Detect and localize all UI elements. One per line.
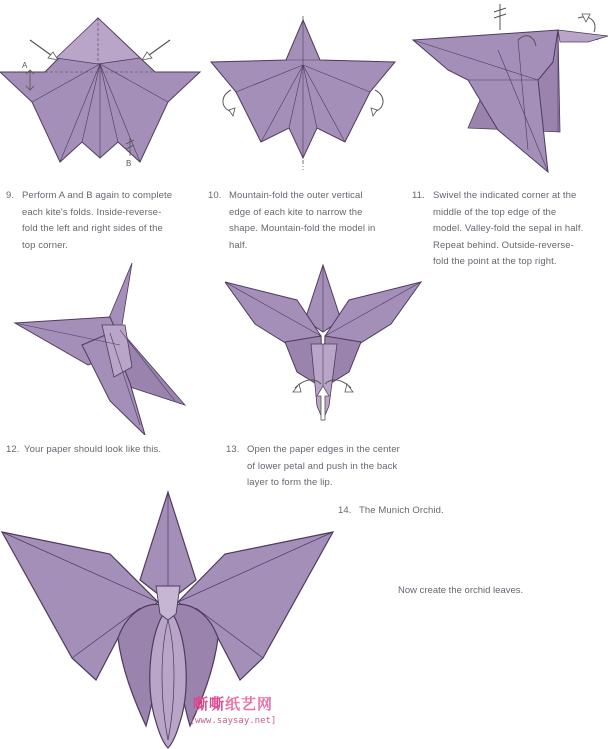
step-text: Perform A and B again to complete each kite's folds. Inside-reverse- fold the left and right sides of the top corner. bbox=[22, 190, 173, 251]
step-text: Mountain-fold the outer vertical edge of each kite to narrow the shape. Mountain-fold the model in half. bbox=[229, 190, 376, 251]
step-number: 9. bbox=[6, 190, 15, 201]
step-10-mountain-right-icon bbox=[373, 90, 383, 112]
step-13-left-petal bbox=[225, 282, 321, 344]
step-10 bbox=[208, 188, 408, 258]
step-9 bbox=[6, 188, 206, 258]
step-11-swivel-arrow-icon bbox=[494, 4, 506, 30]
step-number: 12. bbox=[6, 444, 20, 455]
step-11-top-right-point bbox=[558, 30, 608, 42]
leaves-note: Now create the orchid leaves. bbox=[398, 585, 524, 596]
step-text: The Munich Orchid. bbox=[359, 505, 444, 516]
step-13-diagram bbox=[225, 260, 425, 430]
step-9-diagram bbox=[0, 10, 205, 170]
watermark-url: [www.saysay.net] bbox=[189, 716, 277, 726]
step-number: 13. bbox=[226, 444, 240, 455]
step-11-paper bbox=[413, 30, 558, 172]
step-number: 11. bbox=[412, 190, 425, 201]
step-11-diagram bbox=[408, 0, 610, 180]
step-12 bbox=[6, 442, 206, 462]
watermark bbox=[178, 693, 288, 726]
step-14 bbox=[338, 503, 538, 523]
step-text: Open the paper edges in the center of lower petal and push in the back layer to form the lip. bbox=[247, 444, 400, 488]
step-text: Swivel the indicated corner at the middle of the top edge of the model. Valley-fold the sepal in half. Repeat behind. Outside-reverse- fold the point at the top right. bbox=[433, 190, 584, 267]
step-10-mountain-left-icon bbox=[223, 90, 233, 112]
step-number: 10. bbox=[208, 190, 222, 201]
step-11 bbox=[412, 188, 608, 274]
step-13-right-petal bbox=[325, 282, 421, 344]
step-13 bbox=[226, 442, 426, 494]
label-b: B bbox=[126, 159, 132, 168]
step-12-diagram bbox=[10, 255, 200, 435]
watermark-title: 嘶嘶纸艺网 bbox=[192, 695, 274, 713]
step-text: Your paper should look like this. bbox=[24, 444, 162, 455]
step-10-diagram bbox=[205, 10, 405, 170]
step-number: 14. bbox=[338, 505, 352, 516]
label-a: A bbox=[22, 61, 28, 70]
